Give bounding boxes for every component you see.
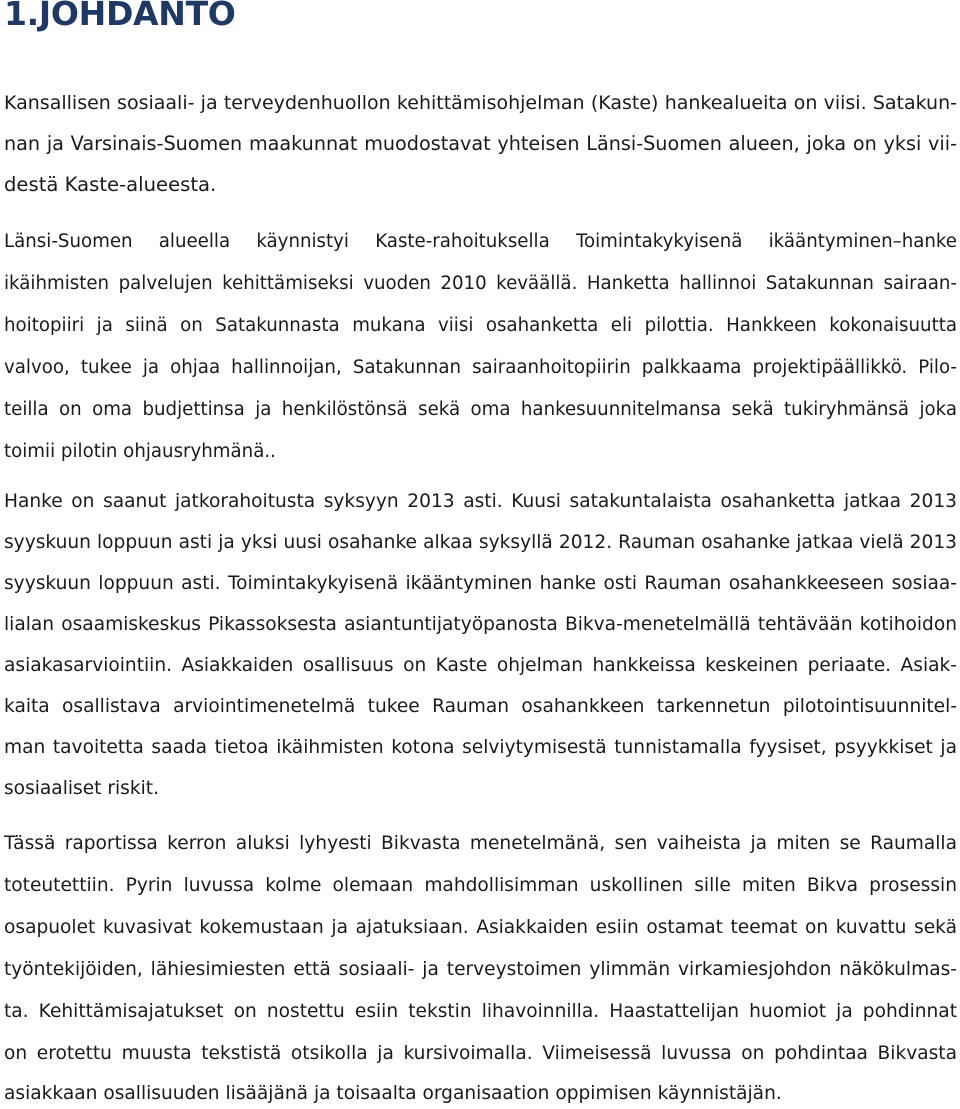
paragraph-line: lialan osaamiskeskus Pikassoksesta asiantuntijatyöpanosta Bikva-menetelmällä tehtävään kotihoidon: [4, 614, 957, 635]
paragraph-line: nan ja Varsinais-Suomen maakunnat muodostavat yhteisen Länsi-Suomen alueen, joka on yksi vii-: [4, 132, 957, 155]
paragraph-line: asiakasarviointiin. Asiakkaiden osallisuus on Kaste ohjelman hankkeissa keskeinen periaate. Asiak-: [4, 655, 957, 676]
paragraph-line: työntekijöiden, lähiesimiesten että sosiaali- ja terveystoimen ylimmän virkamiesjohdon näkökulmas-: [4, 959, 957, 980]
paragraph-line: ta. Kehittämisajatukset on nostettu esiin tekstin lihavoinnilla. Haastattelijan huomiot ja pohdinnat: [4, 1001, 957, 1022]
paragraph-line: sosiaaliset riskit.: [4, 778, 159, 799]
paragraph-line: Kansallisen sosiaali- ja terveydenhuollon kehittämisohjelman (Kaste) hankealueita on viisi. Satakun-: [4, 92, 957, 114]
paragraph-line: toimii pilotin ohjausryhmänä..: [4, 441, 276, 462]
paragraph-line: Hanke on saanut jatkorahoitusta syksyyn 2013 asti. Kuusi satakuntalaista osahanketta jatkaa 2013: [4, 491, 957, 512]
paragraph-line: valvoo, tukee ja ohjaa hallinnoijan, Satakunnan sairaanhoitopiirin palkkaama projektipäällikkö. Pilo-: [4, 357, 957, 378]
paragraph-line: syyskuun loppuun asti. Toimintakykyisenä ikääntyminen hanke osti Rauman osahankkeeseen sosiaa-: [4, 573, 957, 594]
paragraph-line: Länsi-Suomen alueella käynnistyi Kaste-rahoituksella Toimintakykyisenä ikääntyminen–hanke: [4, 231, 957, 252]
paragraph-line: asiakkaan osallisuuden lisääjänä ja toisaalta organisaation oppimisen käynnistäjän.: [4, 1083, 782, 1104]
paragraph-line: toteutettiin. Pyrin luvussa kolme olemaan mahdollisimman uskollinen sille miten Bikva prosessin: [4, 875, 957, 896]
paragraph-line: kaita osallistava arviointimenetelmä tukee Rauman osahankkeen tarkennetun pilotointisuunnitel-: [4, 696, 957, 717]
paragraph-line: hoitopiiri ja siinä on Satakunnasta mukana viisi osahanketta eli pilottia. Hankkeen kokonaisuutta: [4, 315, 957, 336]
paragraph-line: teilla on oma budjettinsa ja henkilöstönsä sekä oma hankesuunnitelmansa sekä tukiryhmänsä joka: [4, 399, 957, 420]
paragraph-line: syyskuun loppuun asti ja yksi uusi osahanke alkaa syksyllä 2012. Rauman osahanke jatkaa vielä 2013: [4, 532, 957, 553]
paragraph-line: on erotettu muusta tekstistä otsikolla ja kursivoimalla. Viimeisessä luvussa on pohdintaa Bikvasta: [4, 1043, 957, 1064]
paragraph-line: man tavoitetta saada tietoa ikäihmisten kotona selviytymisestä tunnistamalla fyysiset, psyykkiset ja: [4, 737, 957, 758]
paragraph-line: Tässä raportissa kerron aluksi lyhyesti Bikvasta menetelmänä, sen vaiheista ja miten se Raumalla: [4, 833, 957, 854]
paragraph-line: ikäihmisten palvelujen kehittämiseksi vuoden 2010 keväällä. Hanketta hallinnoi Satakunnan sairaan-: [4, 273, 957, 294]
chapter-heading: 1.JOHDANTO: [4, 0, 236, 33]
paragraph-line: osapuolet kuvasivat kokemustaan ja ajatuksiaan. Asiakkaiden esiin ostamat teemat on kuvattu sekä: [4, 917, 957, 938]
paragraph-line: destä Kaste-alueesta.: [4, 173, 217, 196]
